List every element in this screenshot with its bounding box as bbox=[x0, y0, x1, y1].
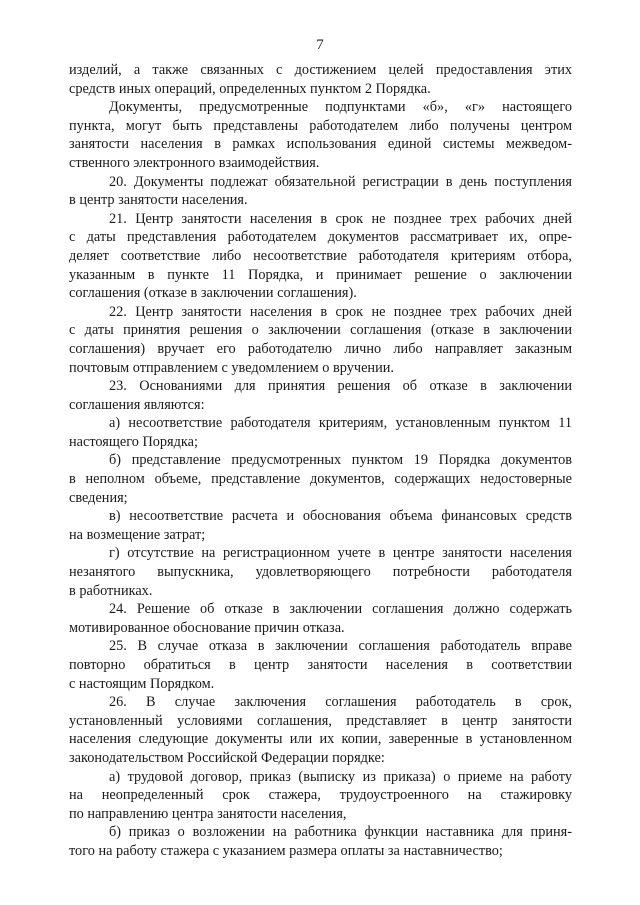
text-line: установленный условиями соглашения, представляет в центр занятости bbox=[69, 712, 572, 729]
text-line: сведения; bbox=[69, 489, 128, 506]
text-line: 24. Решение об отказе в заключении соглашения должно содержать bbox=[109, 601, 572, 618]
text-line: изделий, а также связанных с достижением целей предоставления этих bbox=[69, 62, 572, 78]
text-line: с даты представления работодателем документов рассматривает их, опре- bbox=[69, 229, 572, 246]
text-line: деляет соответствие либо несоответствие работодателя критериям отбора, bbox=[69, 247, 572, 264]
text-line: населения следующие документы или их копии, заверенные в установленном bbox=[69, 731, 572, 748]
text-line: б) представление предусмотренных пунктом 19 Порядка документов bbox=[109, 452, 572, 469]
text-line: настоящего Порядка; bbox=[69, 433, 198, 450]
text-line: ственного электронного взаимодействия. bbox=[69, 154, 320, 171]
text-line: в) несоответствие расчета и обоснования объема финансовых средств bbox=[109, 508, 572, 525]
text-line: на неопределенный срок стажера, трудоустроенного на стажировку bbox=[69, 787, 572, 804]
text-line: г) отсутствие на регистрационном учете в центре занятости населения bbox=[109, 545, 572, 562]
text-line: а) трудовой договор, приказ (выписку из приказа) о приеме на работу bbox=[109, 768, 572, 785]
text-line: Документы, предусмотренные подпунктами «б», «г» настоящего bbox=[109, 99, 572, 116]
text-line: в работниках. bbox=[69, 582, 153, 599]
text-line: 25. В случае отказа в заключении соглашения работодатель вправе bbox=[109, 638, 572, 655]
text-line: а) несоответствие работодателя критериям, установленным пунктом 11 bbox=[109, 415, 572, 432]
text-line: 23. Основаниями для принятия решения об отказе в заключении bbox=[109, 378, 572, 395]
text-line: того на работу стажера с указанием размера оплаты за наставничество; bbox=[69, 842, 503, 859]
text-line: соглашения являются: bbox=[69, 396, 205, 413]
text-line: средств иных операций, определенных пунктом 2 Порядка. bbox=[69, 80, 431, 97]
text-line: в центр занятости населения. bbox=[69, 192, 248, 209]
text-line: повторно обратиться в центр занятости населения в соответствии bbox=[69, 657, 572, 673]
text-line: в неполном объеме, представление документов, содержащих недостоверные bbox=[69, 471, 572, 488]
text-line: соглашения) вручает его работодателю лично либо направляет заказным bbox=[69, 340, 572, 357]
text-line: мотивированное обоснование причин отказа. bbox=[69, 619, 345, 636]
text-line: пункта, могут быть представлены работодателем либо получены центром bbox=[69, 117, 572, 134]
text-line: занятости населения в рамках использования единой системы межведом- bbox=[69, 136, 572, 153]
text-line: 26. В случае заключения соглашения работодатель в срок, bbox=[109, 694, 572, 711]
text-line: соглашения (отказе в заключении соглашения). bbox=[69, 285, 357, 302]
text-line: незанятого выпускника, удовлетворяющего потребности работодателя bbox=[69, 564, 572, 581]
text-line: почтовым отправлением с уведомлением о вручении. bbox=[69, 359, 394, 376]
text-line: законодательством Российской Федерации порядке: bbox=[69, 749, 385, 766]
text-line: б) приказ о возложении на работника функции наставника для приня- bbox=[109, 824, 572, 841]
text-line: указанным в пункте 11 Порядка, и принимает решение о заключении bbox=[69, 266, 572, 283]
text-line: с настоящим Порядком. bbox=[69, 675, 215, 692]
document-body bbox=[69, 61, 572, 861]
text-line: с даты принятия решения о заключении соглашения (отказе в заключении bbox=[69, 322, 572, 339]
text-line: 22. Центр занятости населения в срок не позднее трех рабочих дней bbox=[109, 303, 572, 320]
text-line: 21. Центр занятости населения в срок не позднее трех рабочих дней bbox=[109, 210, 572, 227]
page-number: 7 bbox=[316, 37, 324, 53]
text-line: на возмещение затрат; bbox=[69, 526, 206, 543]
text-line: 20. Документы подлежат обязательной регистрации в день поступления bbox=[109, 173, 572, 190]
text-line: по направлению центра занятости населения, bbox=[69, 805, 347, 822]
